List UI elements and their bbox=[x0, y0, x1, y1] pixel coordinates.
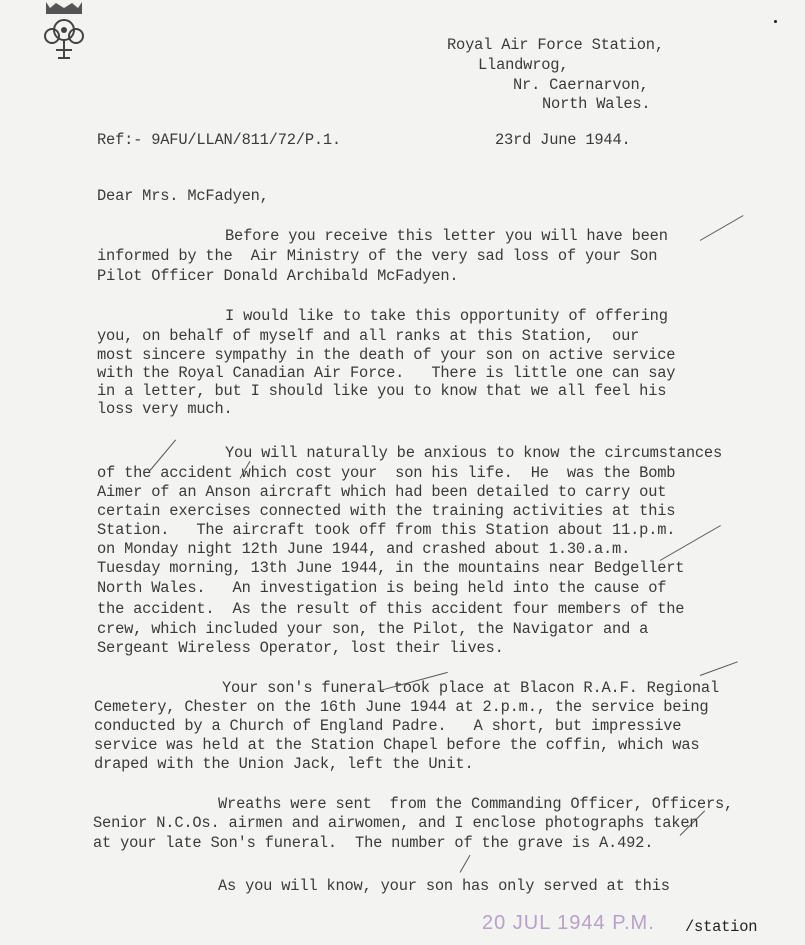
text-line: Station. The aircraft took off from this Station about 11.p.m. bbox=[97, 521, 676, 539]
pencil-check-mark bbox=[460, 855, 471, 873]
letter-date: 23rd June 1944. bbox=[495, 131, 631, 149]
text-line: informed by the Air Ministry of the very sad loss of your Son bbox=[97, 247, 658, 265]
text-line: on Monday night 12th June 1944, and crashed about 1.30.a.m. bbox=[97, 540, 631, 558]
received-date-stamp: 20 JUL 1944 P.M. bbox=[482, 912, 655, 934]
address-line: Royal Air Force Station, bbox=[447, 36, 664, 54]
reference: Ref:- 9AFU/LLAN/811/72/P.1. bbox=[97, 131, 341, 149]
text-line: Wreaths were sent from the Commanding Officer, Officers, bbox=[218, 795, 734, 813]
text-line: draped with the Union Jack, left the Unit. bbox=[94, 755, 474, 773]
text-line: loss very much. bbox=[97, 400, 233, 418]
text-line: Tuesday morning, 13th June 1944, in the mountains near Bedgellert bbox=[97, 559, 685, 577]
text-line: You will naturally be anxious to know the circumstances bbox=[225, 444, 722, 462]
text-line: of the accident which cost your son his life. He was the Bomb bbox=[97, 464, 676, 482]
continuation-catchword: /station bbox=[685, 918, 758, 936]
text-line: Cemetery, Chester on the 16th June 1944 at 2.p.m., the service being bbox=[94, 698, 709, 716]
pencil-check-mark bbox=[700, 661, 738, 676]
text-line: in a letter, but I should like you to know that we all feel his bbox=[97, 382, 667, 400]
address-line: Llandwrog, bbox=[478, 56, 569, 74]
text-line: Senior N.C.Os. airmen and airwomen, and I enclose photographs taken bbox=[93, 814, 699, 832]
ink-dot bbox=[774, 20, 777, 23]
address-line: Nr. Caernarvon, bbox=[513, 76, 649, 94]
text-line: North Wales. An investigation is being held into the cause of bbox=[97, 579, 667, 597]
text-line: with the Royal Canadian Air Force. There is little one can say bbox=[97, 364, 676, 382]
text-line: Before you receive this letter you will have been bbox=[225, 227, 668, 245]
text-line: crew, which included your son, the Pilot, the Navigator and a bbox=[97, 620, 649, 638]
text-line: I would like to take this opportunity of offering bbox=[225, 307, 668, 325]
text-line: the accident. As the result of this accident four members of the bbox=[97, 600, 685, 618]
text-line: Sergeant Wireless Operator, lost their lives. bbox=[97, 639, 504, 657]
text-line: at your late Son's funeral. The number of the grave is A.492. bbox=[93, 834, 654, 852]
salutation: Dear Mrs. McFadyen, bbox=[97, 187, 269, 205]
royal-crest-logo bbox=[38, 0, 90, 62]
text-line: conducted by a Church of England Padre. A short, but impressive bbox=[94, 717, 682, 735]
text-line: most sincere sympathy in the death of your son on active service bbox=[97, 346, 676, 364]
text-line: Aimer of an Anson aircraft which had been detailed to carry out bbox=[97, 483, 667, 501]
text-line: Your son's funeral took place at Blacon R.A.F. Regional bbox=[222, 679, 719, 697]
address-line: North Wales. bbox=[542, 95, 651, 113]
pencil-check-mark bbox=[700, 215, 744, 241]
text-line: service was held at the Station Chapel before the coffin, which was bbox=[94, 736, 700, 754]
text-line: you, on behalf of myself and all ranks at this Station, our bbox=[97, 327, 640, 345]
text-line: certain exercises connected with the training activities at this bbox=[97, 502, 676, 520]
text-line: As you will know, your son has only served at this bbox=[218, 877, 670, 895]
text-line: Pilot Officer Donald Archibald McFadyen. bbox=[97, 267, 459, 285]
